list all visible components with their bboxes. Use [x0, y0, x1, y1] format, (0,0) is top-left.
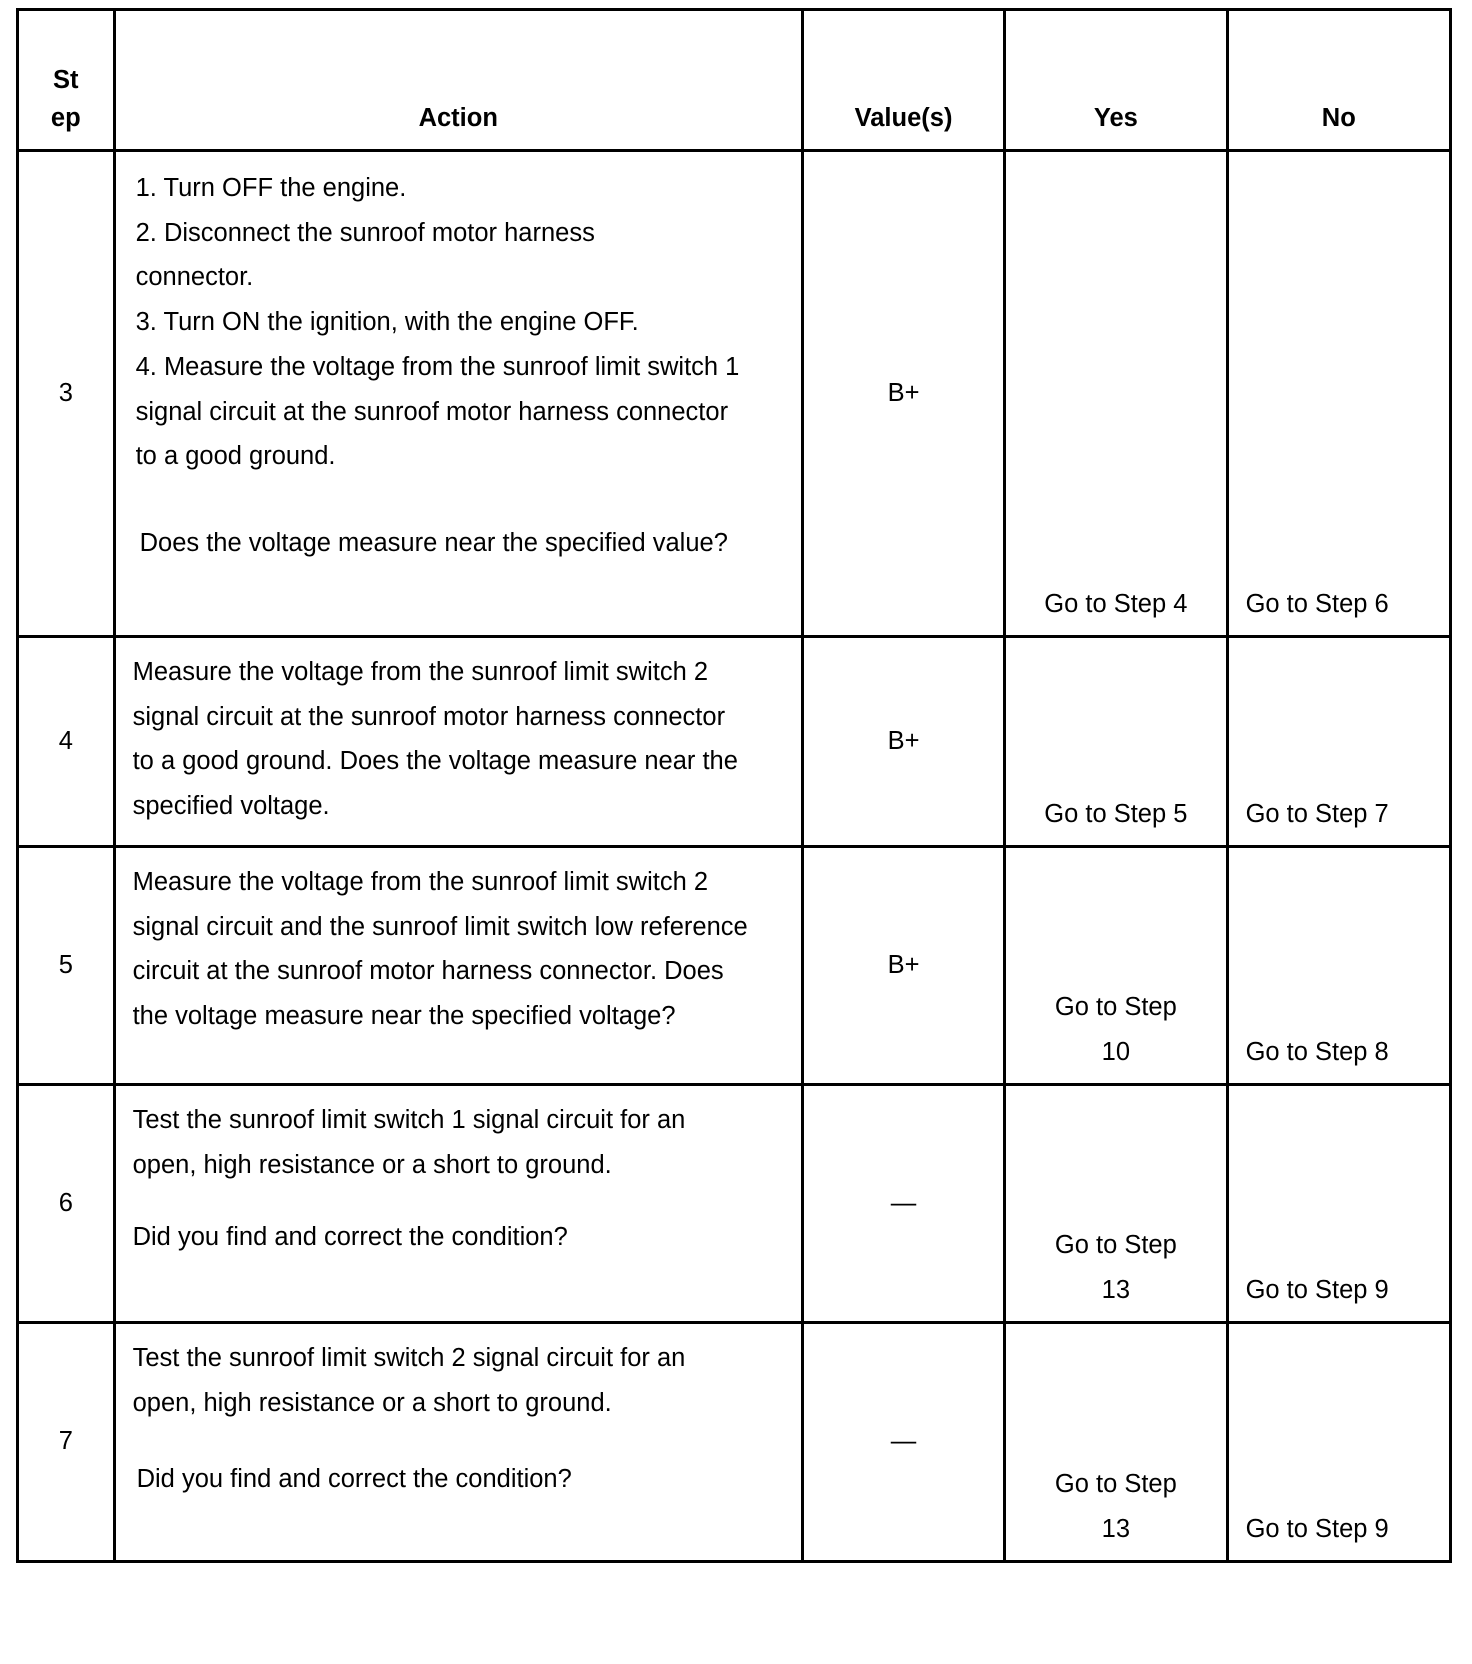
step-number: 5: [18, 846, 115, 1084]
no-link[interactable]: Go to Step 9: [1227, 1322, 1450, 1561]
action-text: Measure the voltage from the sunroof limit switch 2 signal circuit and the sunroof limit switch low reference circuit at the sunroof motor harness connector. Does the voltage measure near the specified voltage?: [132, 867, 748, 1030]
value-cell: B+: [802, 151, 1004, 637]
header-values: Value(s): [802, 10, 1004, 151]
action-item: 2. Disconnect the sunroof motor harness connector.: [135, 218, 595, 292]
table-row: [18, 1322, 1451, 1561]
action-cell: [114, 637, 802, 847]
no-link[interactable]: Go to Step 9: [1227, 1084, 1450, 1322]
header-step: St ep: [18, 10, 115, 151]
action-cell: [114, 846, 802, 1084]
value-cell: —: [802, 1322, 1004, 1561]
yes-link[interactable]: Go to Step 4: [1005, 151, 1227, 637]
action-cell: [114, 1322, 802, 1561]
yes-link[interactable]: Go to Step 10: [1005, 846, 1227, 1084]
table-row: [18, 846, 1451, 1084]
yes-link[interactable]: Go to Step 5: [1005, 637, 1227, 847]
action-cell: [114, 151, 802, 637]
action-item: 1. Turn OFF the engine.: [135, 174, 407, 202]
action-question: Did you find and correct the condition?: [136, 1465, 572, 1494]
header-row: [18, 10, 1451, 151]
no-link[interactable]: Go to Step 7: [1227, 637, 1450, 847]
no-link[interactable]: Go to Step 8: [1227, 846, 1450, 1084]
action-text: Test the sunroof limit switch 1 signal circuit for an open, high resistance or a short to ground.: [132, 1105, 686, 1179]
action-text: Measure the voltage from the sunroof limit switch 2 signal circuit at the sunroof motor harness connector to a good ground. Does the voltage measure near the specified voltage.: [132, 658, 738, 821]
action-item: 3. Turn ON the ignition, with the engine OFF.: [135, 308, 639, 337]
value-cell: —: [802, 1084, 1004, 1322]
action-cell: [114, 1084, 802, 1322]
table-row: [18, 637, 1451, 847]
step-number: 6: [18, 1084, 115, 1322]
header-yes: Yes: [1005, 10, 1227, 151]
action-text: Test the sunroof limit switch 2 signal circuit for an open, high resistance or a short to ground.: [132, 1343, 686, 1417]
value-cell: B+: [802, 846, 1004, 1084]
table-row: [18, 151, 1451, 637]
header-no: No: [1227, 10, 1450, 151]
step-number: 7: [18, 1322, 115, 1561]
step-number: 3: [18, 151, 115, 637]
table-row: [18, 1084, 1451, 1322]
header-action: Action: [114, 10, 802, 151]
action-item: 4. Measure the voltage from the sunroof limit switch 1 signal circuit at the sunroof motor harness connector to a good ground.: [135, 352, 740, 471]
diagnostic-table: [16, 8, 1452, 1563]
value-cell: B+: [802, 637, 1004, 847]
step-number: 4: [18, 637, 115, 847]
yes-link[interactable]: Go to Step 13: [1005, 1322, 1227, 1561]
no-link[interactable]: Go to Step 6: [1227, 151, 1450, 637]
yes-link[interactable]: Go to Step 13: [1005, 1084, 1227, 1322]
action-question: Does the voltage measure near the specified value?: [139, 528, 728, 557]
action-question: Did you find and correct the condition?: [132, 1223, 568, 1252]
